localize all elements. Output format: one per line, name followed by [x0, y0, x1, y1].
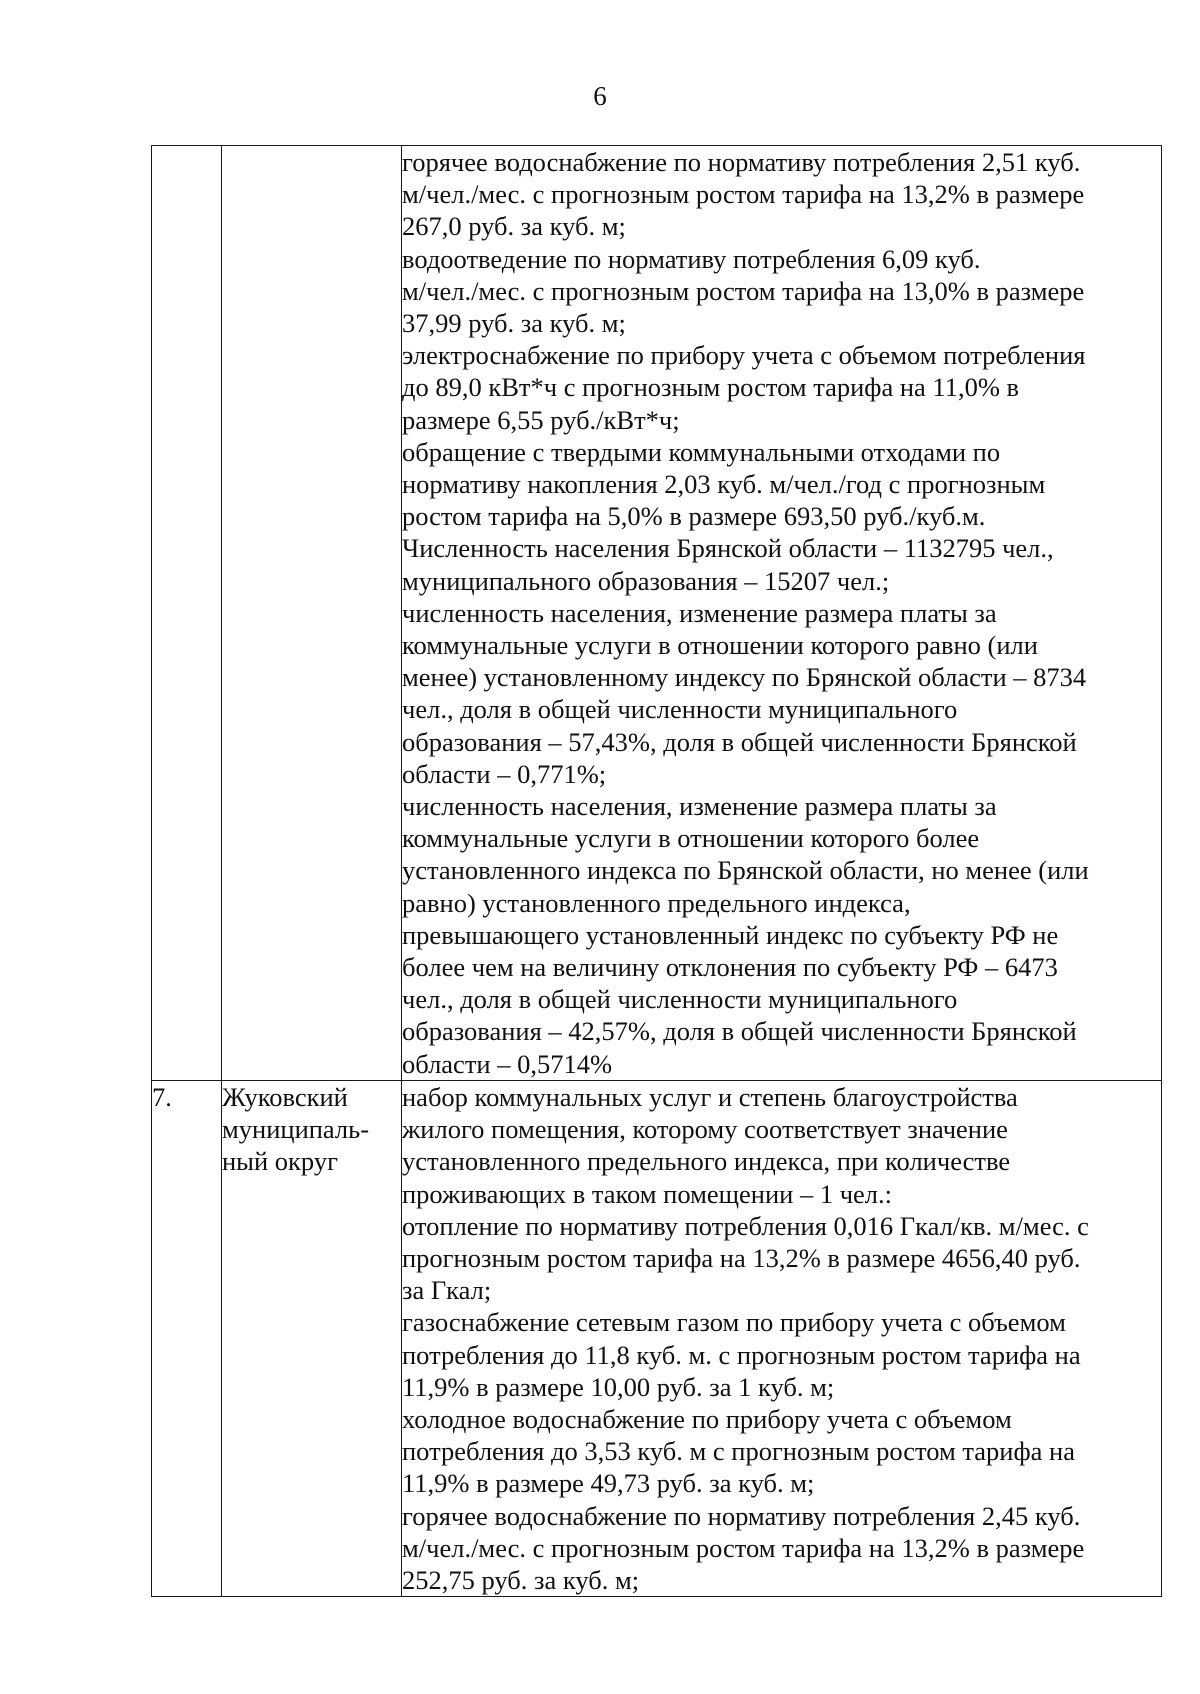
description-line: чел., доля в общей численности муниципального: [402, 694, 958, 725]
description-line: водоотведение по нормативу потребления 6,09 куб.: [402, 243, 981, 274]
description-line: более чем на величину отклонения по субъекту РФ – 6473: [402, 952, 1058, 983]
municipality-name-cell: [222, 146, 402, 1081]
description-line: менее) установленному индексу по Брянской области – 8734: [402, 662, 1087, 693]
page-number: 6: [593, 81, 607, 111]
description-line: за Гкал;: [402, 1275, 492, 1306]
row-number-cell: [152, 146, 222, 1081]
table-body: [152, 146, 1162, 1597]
municipality-name-cell: [222, 1080, 402, 1596]
table-row: [152, 146, 1162, 1081]
description-line: потребления до 3,53 куб. м с прогнозным ростом тарифа на: [402, 1436, 1075, 1467]
municipality-name-line: Жуковский: [222, 1081, 348, 1112]
description-line: чел., доля в общей численности муниципального: [402, 984, 958, 1015]
description-line: Численность населения Брянской области – 1132795 чел.,: [402, 533, 1054, 564]
description-line: численность населения, изменение размера платы за: [402, 597, 997, 628]
description-line: набор коммунальных услуг и степень благоустройства: [402, 1081, 1018, 1112]
description-line: отопление по нормативу потребления 0,016 Гкал/кв. м/мес. с: [402, 1210, 1089, 1241]
description-line: 37,99 руб. за куб. м;: [402, 308, 626, 339]
description-line: обращение с твердыми коммунальными отходами по: [402, 436, 1001, 467]
description-line: м/чел./мес. с прогнозным ростом тарифа на 13,2% в размере: [402, 179, 1085, 210]
description-line: 267,0 руб. за куб. м;: [402, 211, 626, 242]
description-line: проживающих в таком помещении – 1 чел.:: [402, 1178, 893, 1209]
description-line: холодное водоснабжение по прибору учета с объемом: [402, 1403, 1012, 1434]
description-line: ростом тарифа на 5,0% в размере 693,50 руб./куб.м.: [402, 501, 986, 532]
description-line: размере 6,55 руб./кВт*ч;: [402, 404, 680, 435]
description-line: образования – 57,43%, доля в общей численности Брянской: [402, 726, 1077, 757]
description-line: образования – 42,57%, доля в общей численности Брянской: [402, 1016, 1077, 1047]
description-line: установленного предельного индекса, при количестве: [402, 1146, 1011, 1177]
description-line: области – 0,5714%: [402, 1048, 613, 1079]
description-line: электроснабжение по прибору учета с объемом потребления: [402, 340, 1086, 371]
row-number: 7.: [152, 1081, 172, 1112]
description-line: коммунальные услуги в отношении которого равно (или: [402, 630, 1038, 661]
description-line: 11,9% в размере 49,73 руб. за куб. м;: [402, 1468, 815, 1499]
row-number-cell: [152, 1080, 222, 1596]
description-line: равно) установленного предельного индекса,: [402, 887, 911, 918]
description-line: численность населения, изменение размера платы за: [402, 791, 997, 822]
description-cell: [402, 1080, 1162, 1596]
description-line: потребления до 11,8 куб. м. с прогнозным ростом тарифа на: [402, 1339, 1081, 1370]
description-line: м/чел./мес. с прогнозным ростом тарифа на 13,2% в размере: [402, 1532, 1085, 1563]
description-line: газоснабжение сетевым газом по прибору учета с объемом: [402, 1307, 1066, 1338]
description-line: установленного индекса по Брянской области, но менее (или: [402, 855, 1089, 886]
description-line: жилого помещения, которому соответствует значение: [402, 1114, 1008, 1145]
description-line: коммунальные услуги в отношении которого более: [402, 823, 980, 854]
description-line: превышающего установленный индекс по субъекту РФ не: [402, 919, 1059, 950]
description-line: горячее водоснабжение по нормативу потребления 2,45 куб.: [402, 1500, 1081, 1531]
description-cell: [402, 146, 1162, 1081]
description-line: области – 0,771%;: [402, 758, 607, 789]
description-line: муниципального образования – 15207 чел.;: [402, 565, 890, 596]
description-line: до 89,0 кВт*ч с прогнозным ростом тарифа на 11,0% в: [402, 372, 1020, 403]
description-line: 252,75 руб. за куб. м;: [402, 1564, 640, 1595]
description-line: 11,9% в размере 10,00 руб. за 1 куб. м;: [402, 1371, 835, 1402]
municipal-index-table: [151, 145, 1162, 1597]
description-line: нормативу накопления 2,03 куб. м/чел./год с прогнозным: [402, 469, 1046, 500]
table-row: [152, 1080, 1162, 1596]
description-line: м/чел./мес. с прогнозным ростом тарифа на 13,0% в размере: [402, 275, 1085, 306]
description-line: прогнозным ростом тарифа на 13,2% в размере 4656,40 руб.: [402, 1242, 1081, 1273]
description-line: горячее водоснабжение по нормативу потребления 2,51 куб.: [402, 147, 1081, 177]
municipality-name-line: ный округ: [222, 1146, 338, 1177]
municipality-name-line: муниципаль-: [222, 1114, 370, 1145]
